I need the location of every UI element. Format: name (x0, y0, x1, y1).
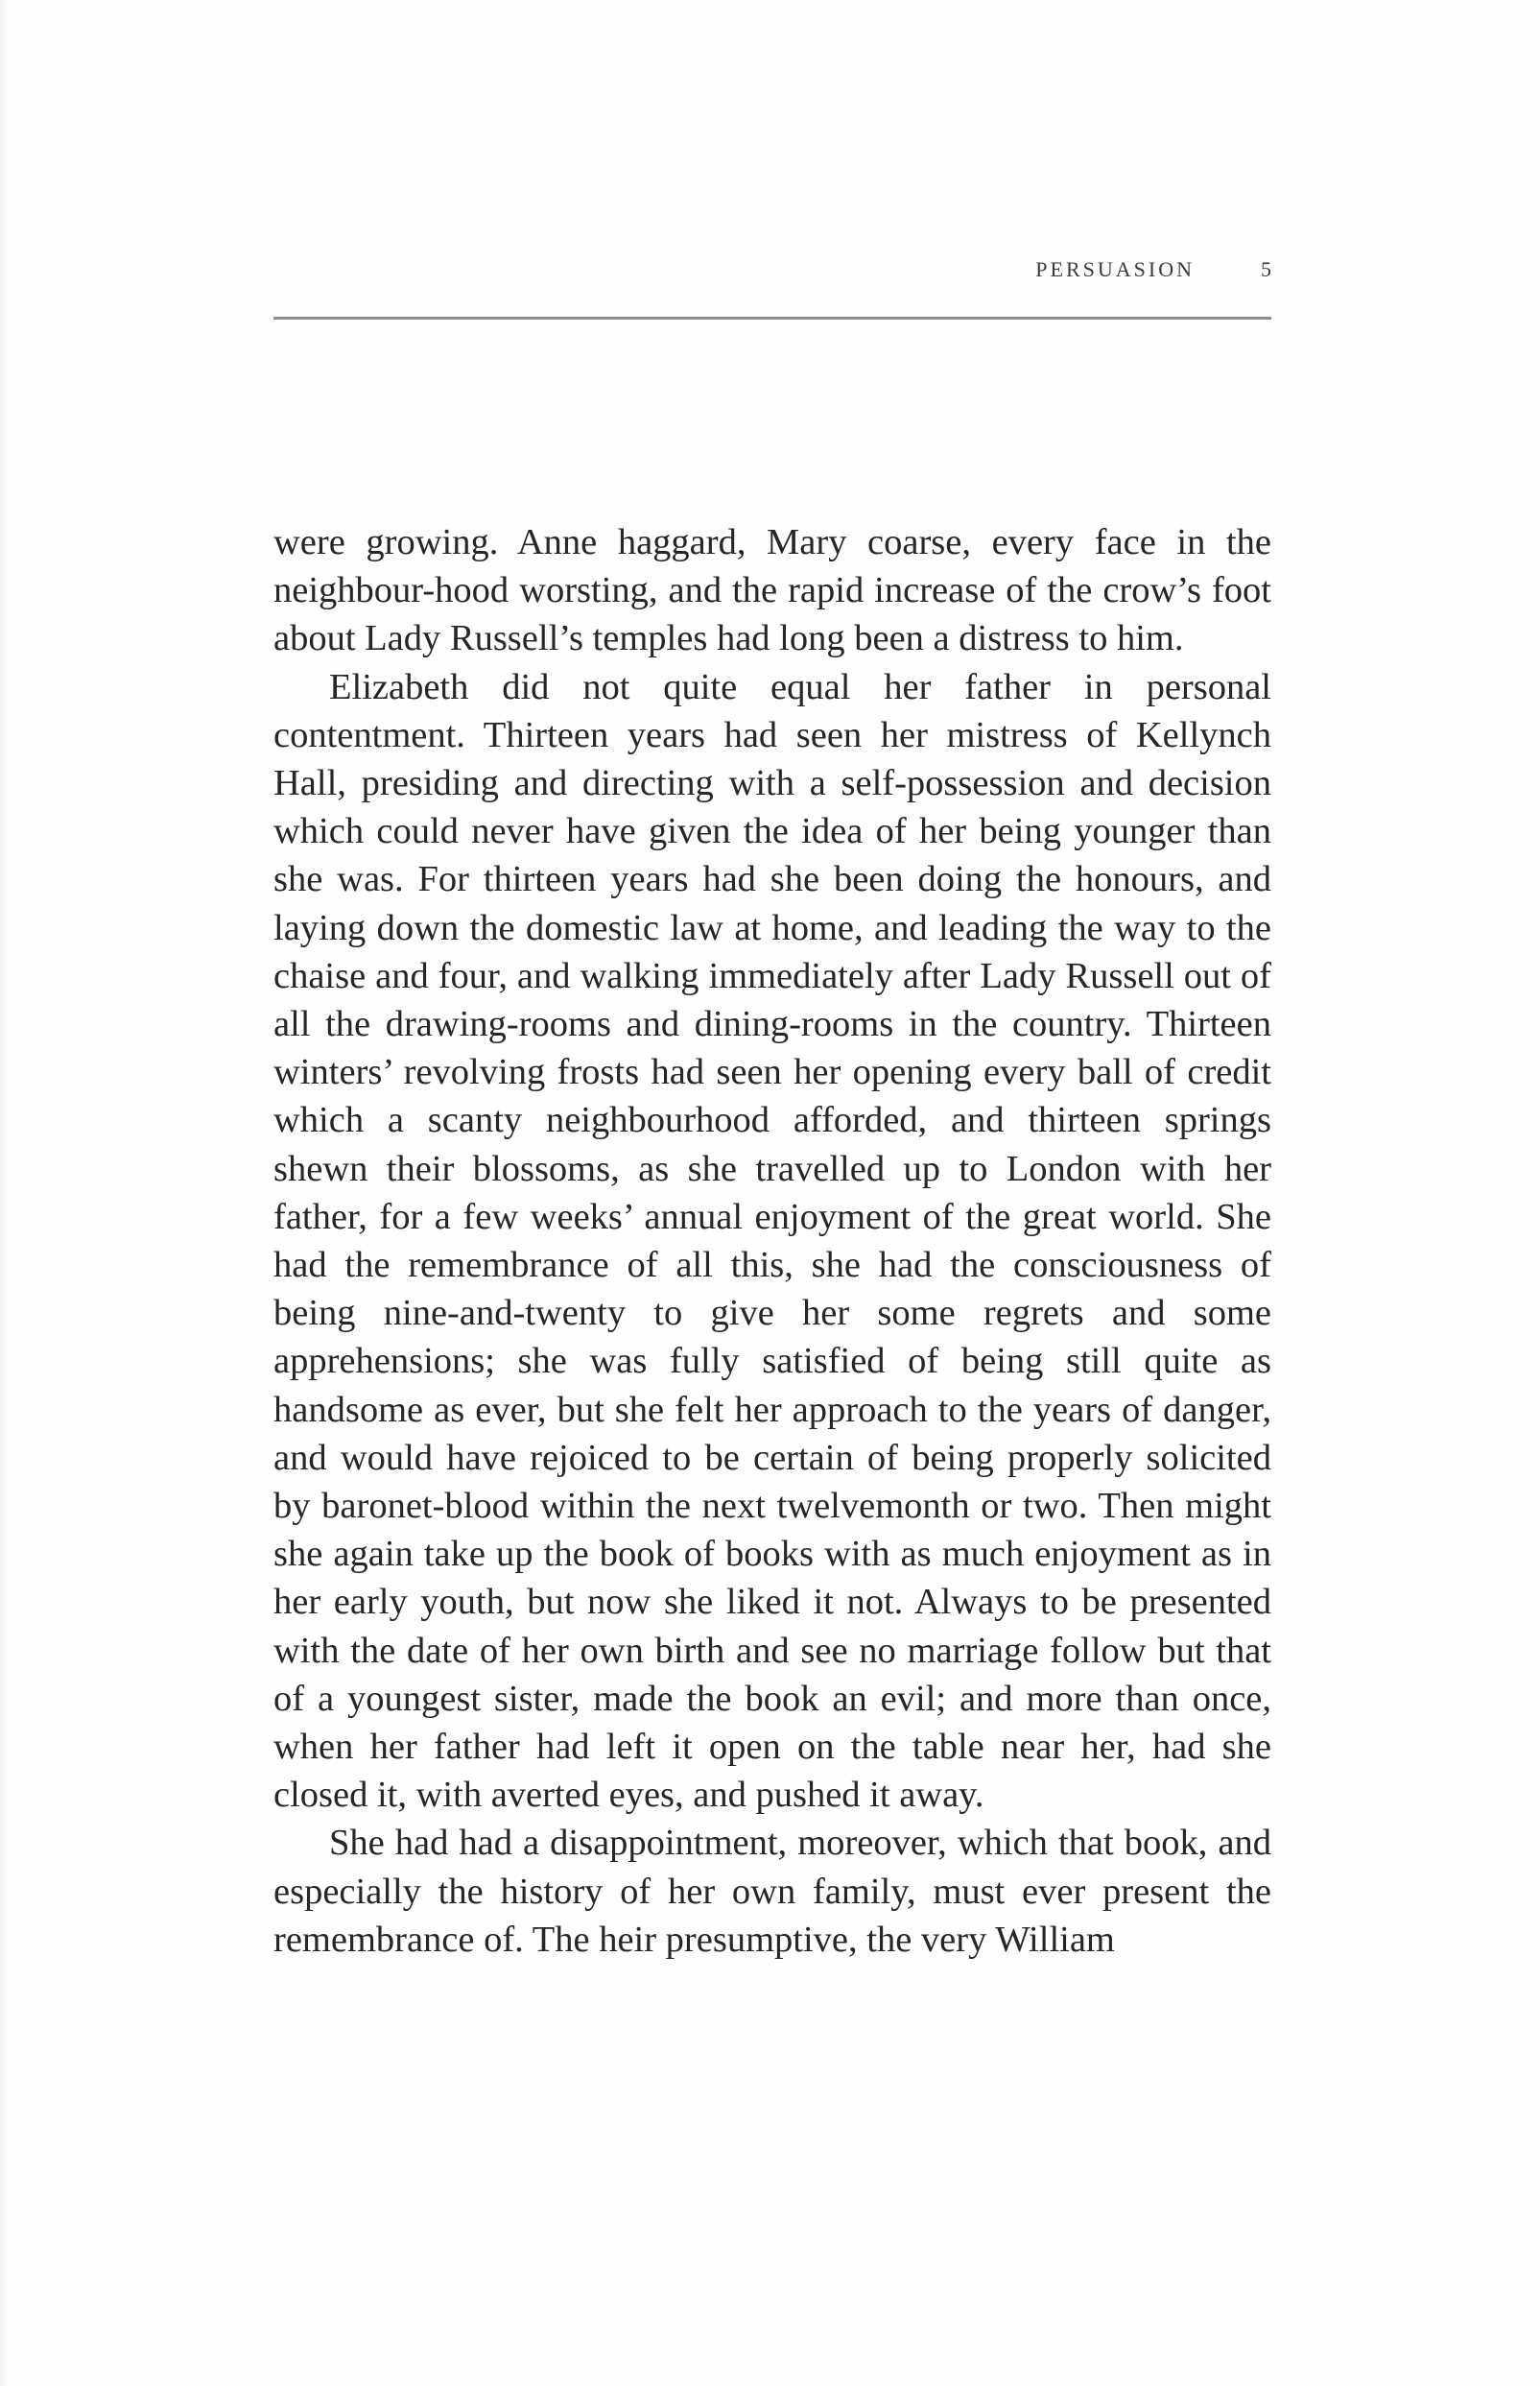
body-text (273, 518, 1271, 1964)
page-number: 5 (1261, 257, 1271, 281)
header-rule (273, 317, 1271, 320)
running-head (273, 257, 1271, 290)
paragraph-continuation: were growing. Anne haggard, Mary coarse, every face in the neighbour-hood worsting, and the rapid increase of the crow’s foot about Lady Russell’s temples had long been a distress to him. (273, 522, 1271, 659)
running-title: PERSUASION (1035, 257, 1195, 281)
page-edge-shadow (0, 0, 10, 2386)
paragraph-elizabeth: Elizabeth did not quite equal her father in personal contentment. Thirteen years had seen her mistress of Kellynch Hall, presiding and directing with a self-possession and decision which could never have given the idea of her being younger than she was. For thirteen years had she been doing the honours, and laying down the domestic law at home, and leading the way to the chaise and four, and walking immediately after Lady Russell out of all the drawing-rooms and dining-rooms in the country. Thirteen winters’ revolving frosts had seen her opening every ball of credit which a scanty neighbourhood afforded, and thirteen springs shewn their blossoms, as she travelled up to London with her father, for a few weeks’ annual enjoyment of the great world. She had the remembrance of all this, she had the consciousness of being nine-and-twenty to give her some regrets and some apprehensions; she was fully satisfied of being still quite as handsome as ever, but she felt her approach to the years of danger, and would have rejoiced to be certain of being properly solicited by baronet-blood within the next twelvemonth or two. Then might she again take up the book of books with as much enjoyment as in her early youth, but now she liked it not. Always to be presented with the date of her own birth and see no marriage follow but that of a youngest sister, made the book an evil; and more than once, when her father had left it open on the table near her, had she closed it, with averted eyes, and pushed it away. (273, 666, 1271, 1816)
paragraph-disappointment: She had had a disappointment, moreover, which that book, and especially the history of her own family, must ever present the remembrance of. The heir presumptive, the very William (273, 1823, 1271, 1960)
